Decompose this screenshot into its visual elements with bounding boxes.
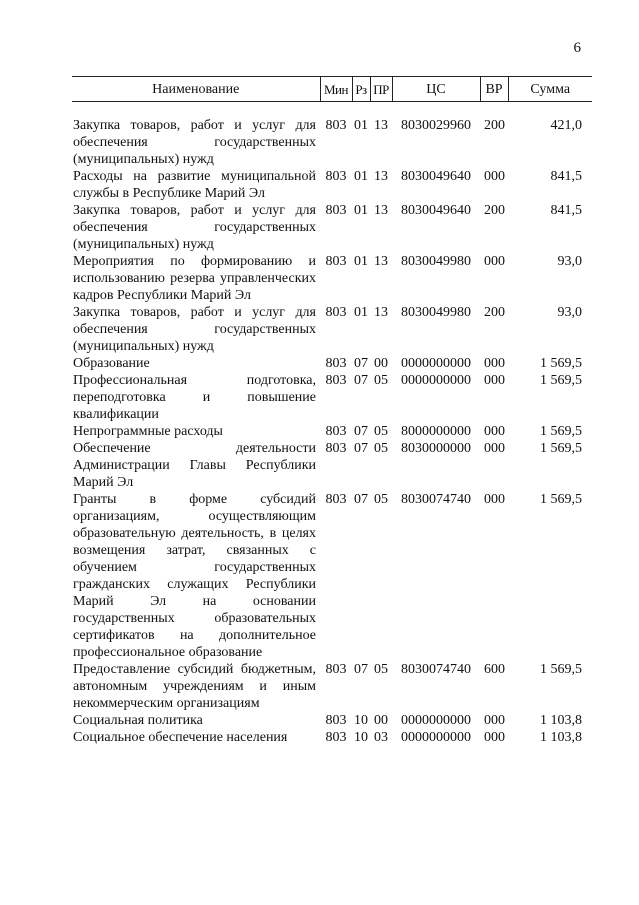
row-pr: 13 [374,118,388,133]
row-cs: 8030049640 [401,169,471,184]
table-body [72,102,592,747]
row-pr: 13 [374,305,388,320]
row-min: 803 [325,254,347,269]
table-row [72,355,592,372]
row-rz: 01 [354,254,368,269]
table-row [72,372,592,423]
row-cs: 0000000000 [401,356,471,371]
row-sum: 1 569,5 [540,492,582,507]
row-min: 803 [325,730,347,745]
row-sum: 1 569,5 [540,662,582,677]
table-row [72,304,592,355]
row-rz: 01 [354,118,368,133]
row-rz: 10 [354,730,368,745]
row-vr: 200 [484,203,505,218]
row-rz: 07 [354,662,368,677]
row-vr: 200 [484,118,505,133]
row-min: 803 [325,169,347,184]
row-cs: 0000000000 [401,373,471,388]
row-rz: 01 [354,203,368,218]
row-vr: 000 [484,492,505,507]
header-pr: ПР [370,77,392,102]
header-cs: ЦС [392,77,480,102]
row-rz: 01 [354,169,368,184]
row-name: Профессиональная подготовка, переподготовка и повышение квалификации [73,373,316,422]
table-row [72,440,592,491]
header-spacer [72,102,592,118]
row-sum: 421,0 [550,118,582,133]
row-name: Обеспечение деятельности Администрации Главы Республики Марий Эл [73,441,316,490]
row-cs: 8030074740 [401,492,471,507]
row-sum: 1 103,8 [540,713,582,728]
row-sum: 93,0 [557,305,582,320]
row-rz: 10 [354,713,368,728]
table-row [72,729,592,746]
row-vr: 000 [484,373,505,388]
row-min: 803 [325,203,347,218]
row-min: 803 [325,713,347,728]
table-row [72,423,592,440]
row-pr: 03 [374,730,388,745]
budget-table [72,76,592,746]
row-pr: 05 [374,373,388,388]
page-number: 6 [573,40,581,56]
row-vr: 000 [484,169,505,184]
row-rz: 07 [354,424,368,439]
row-cs: 8030049980 [401,305,471,320]
table-row [72,712,592,729]
header-name: Наименование [72,77,320,102]
row-name: Расходы на развитие муниципальной службы в Республике Марий Эл [73,169,316,201]
row-rz: 07 [354,441,368,456]
row-pr: 05 [374,441,388,456]
row-name: Закупка товаров, работ и услуг для обеспечения государственных (муниципальных) нужд [73,118,316,167]
row-min: 803 [325,305,347,320]
row-pr: 13 [374,169,388,184]
row-sum: 1 569,5 [540,356,582,371]
row-min: 803 [325,373,347,388]
row-name: Гранты в форме субсидий организациям, осуществляющим образовательную деятельность, в целях возмещения затрат, связанных с обучением государственных гражданских служащих Республики Марий Эл на основании государственных образовательных сертификатов на дополнительное профессиональное образование [73,492,316,660]
row-cs: 0000000000 [401,713,471,728]
row-pr: 00 [374,356,388,371]
row-name: Социальное обеспечение населения [73,730,288,745]
row-min: 803 [325,492,347,507]
row-vr: 000 [484,441,505,456]
row-rz: 01 [354,305,368,320]
row-pr: 00 [374,713,388,728]
row-min: 803 [325,662,347,677]
row-cs: 8030049980 [401,254,471,269]
row-vr: 200 [484,305,505,320]
row-cs: 8030000000 [401,441,471,456]
row-sum: 1 103,8 [540,730,582,745]
header-rz: Рз [352,77,370,102]
row-vr: 000 [484,713,505,728]
row-sum: 93,0 [557,254,582,269]
row-name: Непрограммные расходы [73,424,223,439]
row-name: Образование [73,356,150,371]
header-sum: Сумма [508,77,592,102]
row-sum: 841,5 [550,203,582,218]
row-pr: 13 [374,254,388,269]
row-cs: 8030074740 [401,662,471,677]
row-cs: 0000000000 [401,730,471,745]
row-vr: 000 [484,730,505,745]
row-sum: 1 569,5 [540,373,582,388]
row-min: 803 [325,356,347,371]
row-pr: 05 [374,492,388,507]
row-vr: 600 [484,662,505,677]
row-min: 803 [325,441,347,456]
row-name: Закупка товаров, работ и услуг для обеспечения государственных (муниципальных) нужд [73,305,316,354]
row-name: Закупка товаров, работ и услуг для обеспечения государственных (муниципальных) нужд [73,203,316,252]
row-sum: 1 569,5 [540,424,582,439]
header-vr: ВР [480,77,508,102]
row-sum: 1 569,5 [540,441,582,456]
row-name: Мероприятия по формированию и использованию резерва управленческих кадров Республики Марий Эл [73,254,316,303]
table-row [72,491,592,661]
row-name: Социальная политика [73,713,203,728]
table-row [72,202,592,253]
table-header [72,77,592,102]
row-vr: 000 [484,424,505,439]
row-sum: 841,5 [550,169,582,184]
row-rz: 07 [354,356,368,371]
row-rz: 07 [354,492,368,507]
table-row [72,168,592,202]
table-row [72,117,592,168]
row-pr: 13 [374,203,388,218]
row-name: Предоставление субсидий бюджетным, автономным учреждениям и иным некоммерческим организациям [73,662,316,711]
table-row [72,253,592,304]
row-cs: 8000000000 [401,424,471,439]
row-rz: 07 [354,373,368,388]
header-min: Мин [320,77,352,102]
row-min: 803 [325,118,347,133]
row-cs: 8030049640 [401,203,471,218]
row-min: 803 [325,424,347,439]
row-pr: 05 [374,424,388,439]
table-row [72,661,592,712]
row-pr: 05 [374,662,388,677]
row-cs: 8030029960 [401,118,471,133]
row-vr: 000 [484,356,505,371]
row-vr: 000 [484,254,505,269]
